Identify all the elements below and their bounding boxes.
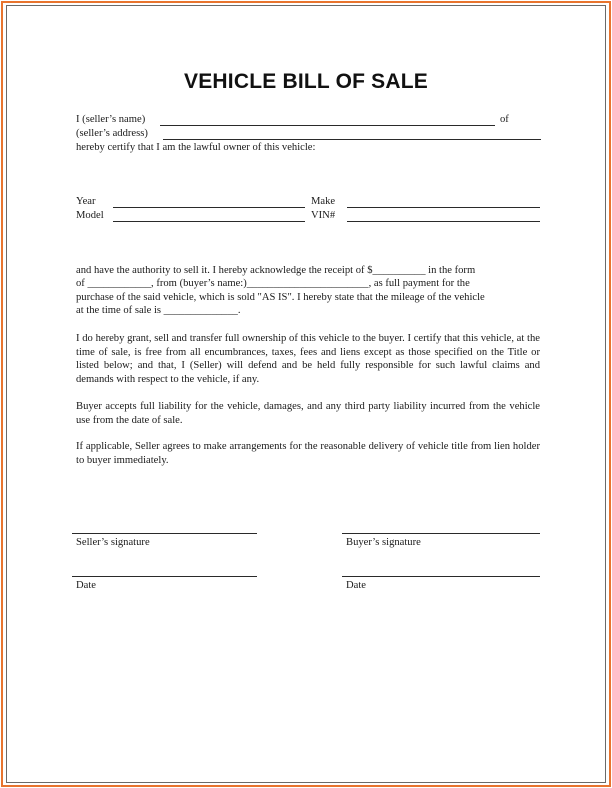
model-line[interactable]	[113, 221, 305, 222]
seller-address-label: (seller’s address)	[76, 128, 148, 139]
buyer-date-label: Date	[346, 580, 366, 591]
seller-name-label: I (seller’s name)	[76, 114, 146, 125]
document-title: VEHICLE BILL OF SALE	[184, 70, 428, 93]
paragraph-1-line-2: of ____________, from (buyer’s name:)_______________________, as full payment for the	[76, 278, 470, 289]
buyer-signature-line[interactable]	[342, 533, 540, 534]
seller-date-line[interactable]	[72, 576, 257, 577]
make-label: Make	[311, 196, 336, 207]
seller-name-line[interactable]	[160, 125, 495, 126]
paragraph-3: Buyer accepts full liability for the vehicle, damages, and any third party liability incurred from the vehicle use from the date of sale.	[76, 401, 540, 426]
seller-signature-line[interactable]	[72, 533, 257, 534]
of-label: of	[500, 114, 509, 125]
seller-address-line[interactable]	[163, 139, 541, 140]
paragraph-1-line-1: and have the authority to sell it. I hereby acknowledge the receipt of $__________ in the form	[76, 265, 476, 276]
certify-line: hereby certify that I am the lawful owner of this vehicle:	[76, 142, 316, 153]
year-label: Year	[76, 196, 96, 207]
vin-label: VIN#	[311, 210, 336, 221]
seller-signature-label: Seller’s signature	[76, 537, 150, 548]
paragraph-2: I do hereby grant, sell and transfer full ownership of this vehicle to the buyer. I certify that this vehicle, at the time of sale, is free from all encumbrances, taxes, fees and liens except as those specified on the Title or listed below; and that, I (Seller) will defend and be held fully responsible for such lawful claims and demands with respect to the vehicle, if any.	[76, 333, 540, 385]
make-line[interactable]	[347, 207, 540, 208]
buyer-date-line[interactable]	[342, 576, 540, 577]
buyer-signature-label: Buyer’s signature	[346, 537, 421, 548]
seller-date-label: Date	[76, 580, 96, 591]
paragraph-1-line-4: at the time of sale is ______________.	[76, 305, 241, 316]
paragraph-4: If applicable, Seller agrees to make arrangements for the reasonable delivery of vehicle title from lien holder to buyer immediately.	[76, 441, 540, 466]
year-line[interactable]	[113, 207, 305, 208]
paragraph-1-line-3: purchase of the said vehicle, which is sold "AS IS". I hereby state that the mileage of the vehicle	[76, 292, 485, 303]
model-label: Model	[76, 210, 104, 221]
vin-line[interactable]	[347, 221, 540, 222]
